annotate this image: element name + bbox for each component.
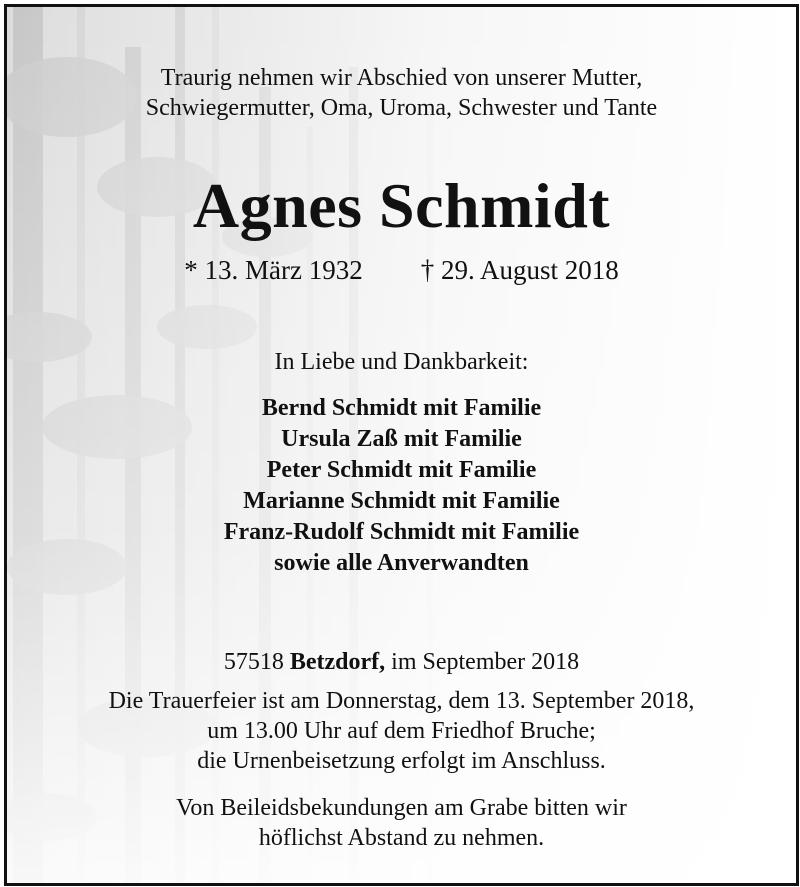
life-dates: [7, 253, 796, 287]
deceased-name: Agnes Schmidt: [192, 170, 611, 241]
obituary-notice: [4, 4, 799, 886]
condolence-note: [7, 793, 796, 853]
love-line: In Liebe und Dankbarkeit:: [274, 349, 529, 375]
funeral-line: Die Trauerfeier ist am Donnerstag, dem 13. September 2018,: [108, 688, 695, 714]
mourner-item: Ursula Zaß mit Familie: [281, 426, 522, 452]
funeral-details: [7, 686, 796, 776]
mourner-item: Franz-Rudolf Schmidt mit Familie: [223, 519, 580, 545]
mourner-item: Bernd Schmidt mit Familie: [261, 395, 542, 421]
mourner-item: Peter Schmidt mit Familie: [266, 457, 537, 483]
birth-date: * 13. März 1932: [184, 255, 363, 285]
funeral-line: um 13.00 Uhr auf dem Friedhof Bruche;: [207, 718, 596, 744]
death-date: † 29. August 2018: [420, 255, 619, 285]
intro-line: Traurig nehmen wir Abschied von unserer Mutter,: [160, 65, 643, 91]
mourner-item: Marianne Schmidt mit Familie: [243, 488, 560, 514]
mourners-list: [7, 393, 796, 579]
postal-code: 57518: [223, 649, 284, 675]
funeral-line: die Urnenbeisetzung erfolgt im Anschluss.: [197, 748, 606, 774]
town-name: Betzdorf,: [289, 649, 386, 675]
place-date-line: [7, 647, 796, 677]
condolence-line: höflichst Abstand zu nehmen.: [258, 825, 545, 851]
condolence-line: Von Beileidsbekundungen am Grabe bitten wir: [176, 795, 627, 821]
intro-line: Schwiegermutter, Oma, Uroma, Schwester und Tante: [145, 95, 658, 121]
notice-date: im September 2018: [391, 649, 580, 675]
mourner-item: sowie alle Anverwandten: [274, 550, 529, 576]
notice-content: [7, 7, 796, 883]
intro-text: [7, 63, 796, 123]
